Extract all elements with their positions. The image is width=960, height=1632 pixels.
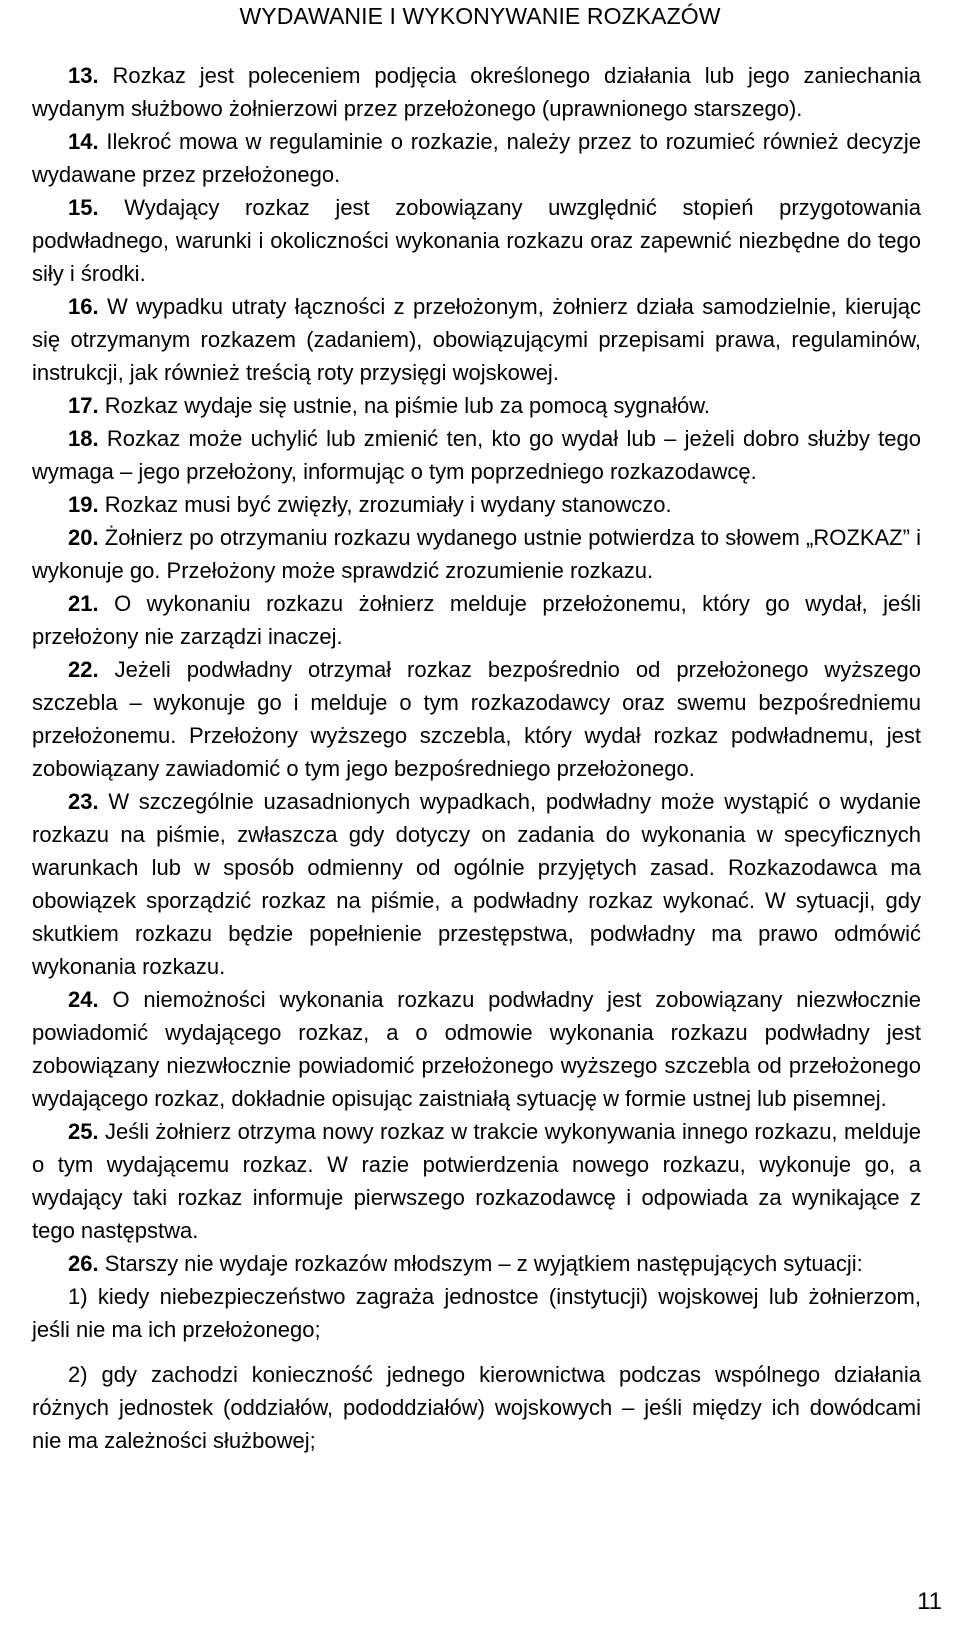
paragraph-18 <box>32 422 921 488</box>
paragraph-number: 26. <box>68 1251 99 1276</box>
paragraph-number: 23. <box>68 789 99 814</box>
paragraph-text: O niemożności wykonania rozkazu podwładny jest zobowiązany niezwłocznie powiadomić wydającego rozkaz, a o odmowie wykonania rozkazu podwładny jest zobowiązany niezwłocznie powiadomić przełożonego wyższego szczebla od przełożonego wydającego rozkaz, dokładnie opisując zaistniałą sytuację w formie ustnej lub pisemnej. <box>32 987 921 1111</box>
subitem-2: 2) gdy zachodzi konieczność jednego kierownictwa podczas wspólnego działania różnych jednostek (oddziałów, pododdziałów) wojskowych – jeśli między ich dowódcami nie ma zależności służbowej; <box>32 1362 921 1453</box>
paragraph-text: Rozkaz może uchylić lub zmienić ten, kto go wydał lub – jeżeli dobro służby tego wymaga – jego przełożony, informując o tym poprzedniego rozkazodawcę. <box>32 426 921 484</box>
section-heading: WYDAWANIE I WYKONYWANIE ROZKAZÓW <box>239 3 721 29</box>
paragraph-text: Rozkaz musi być zwięzły, zrozumiały i wydany stanowczo. <box>104 492 672 517</box>
paragraph-15 <box>32 191 921 290</box>
paragraph-25 <box>32 1115 921 1247</box>
paragraph-19 <box>32 488 921 521</box>
paragraph-20 <box>32 521 921 587</box>
paragraph-13 <box>32 59 921 125</box>
paragraph-text: Jeśli żołnierz otrzyma nowy rozkaz w trakcie wykonywania innego rozkazu, melduje o tym wydającemu rozkaz. W razie potwierdzenia nowego rozkazu, wykonuje go, a wydający taki rozkaz informuje pierwszego rozkazodawcę i odpowiada za wynikające z tego następstwa. <box>32 1119 921 1243</box>
paragraph-text: Żołnierz po otrzymaniu rozkazu wydanego ustnie potwierdza to słowem „ROZKAZ” i wykonuje go. Przełożony może sprawdzić zrozumienie rozkazu. <box>32 525 921 583</box>
paragraph-text: Rozkaz jest poleceniem podjęcia określonego działania lub jego zaniechania wydanym służbowo żołnierzowi przez przełożonego (uprawnionego starszego). <box>32 63 921 121</box>
document-body <box>32 59 921 1457</box>
paragraph-number: 13. <box>68 63 99 88</box>
paragraph-text: W wypadku utraty łączności z przełożonym, żołnierz działa samodzielnie, kierując się otrzymanym rozkazem (zadaniem), obowiązującymi przepisami prawa, regulaminów, instrukcji, jak również treścią roty przysięgi wojskowej. <box>32 294 921 385</box>
paragraph-text: Jeżeli podwładny otrzymał rozkaz bezpośrednio od przełożonego wyższego szczebla – wykonuje go i melduje o tym rozkazodawcy oraz swemu bezpośredniemu przełożonemu. Przełożony wyższego szczebla, który wydał rozkaz podwładnemu, jest zobowiązany zawiadomić o tym jego bezpośredniego przełożonego. <box>32 657 921 781</box>
paragraph-number: 24. <box>68 987 99 1012</box>
paragraph-number: 16. <box>68 294 99 319</box>
subitem-1: 1) kiedy niebezpieczeństwo zagraża jednostce (instytucji) wojskowej lub żołnierzom, jeśli nie ma ich przełożonego; <box>32 1284 921 1342</box>
paragraph-22 <box>32 653 921 785</box>
paragraph-text: W szczególnie uzasadnionych wypadkach, podwładny może wystąpić o wydanie rozkazu na piśmie, zwłaszcza gdy dotyczy on zadania do wykonania w specyficznych warunkach lub w sposób odmienny od ogólnie przyjętych zasad. Rozkazodawca ma obowiązek sporządzić rozkaz na piśmie, a podwładny rozkaz wykonać. W sytuacji, gdy skutkiem rozkazu będzie popełnienie przestępstwa, podwładny ma prawo odmówić wykonania rozkazu. <box>32 789 921 979</box>
paragraph-14 <box>32 125 921 191</box>
paragraph-number: 25. <box>68 1119 99 1144</box>
paragraph-text: O wykonaniu rozkazu żołnierz melduje przełożonemu, który go wydał, jeśli przełożony nie zarządzi inaczej. <box>32 591 921 649</box>
paragraph-text: Ilekroć mowa w regulaminie o rozkazie, należy przez to rozumieć również decyzje wydawane przez przełożonego. <box>32 129 921 187</box>
paragraph-text: Wydający rozkaz jest zobowiązany uwzględnić stopień przygotowania podwładnego, warunki i okoliczności wykonania rozkazu oraz zapewnić niezbędne do tego siły i środki. <box>32 195 921 286</box>
paragraph-17 <box>32 389 921 422</box>
paragraph-text: Starszy nie wydaje rozkazów młodszym – z wyjątkiem następujących sytuacji: <box>104 1251 863 1276</box>
paragraph-text: Rozkaz wydaje się ustnie, na piśmie lub za pomocą sygnałów. <box>104 393 711 418</box>
paragraph-26 <box>32 1247 921 1280</box>
paragraph-number: 14. <box>68 129 99 154</box>
paragraph-number: 19. <box>68 492 99 517</box>
paragraph-23 <box>32 785 921 983</box>
paragraph-number: 15. <box>68 195 99 220</box>
paragraph-number: 18. <box>68 426 99 451</box>
paragraph-number: 20. <box>68 525 99 550</box>
page-number: 11 <box>917 1588 942 1615</box>
paragraph-number: 22. <box>68 657 99 682</box>
paragraph-16 <box>32 290 921 389</box>
paragraph-number: 21. <box>68 591 99 616</box>
paragraph-21 <box>32 587 921 653</box>
paragraph-24 <box>32 983 921 1115</box>
paragraph-number: 17. <box>68 393 99 418</box>
